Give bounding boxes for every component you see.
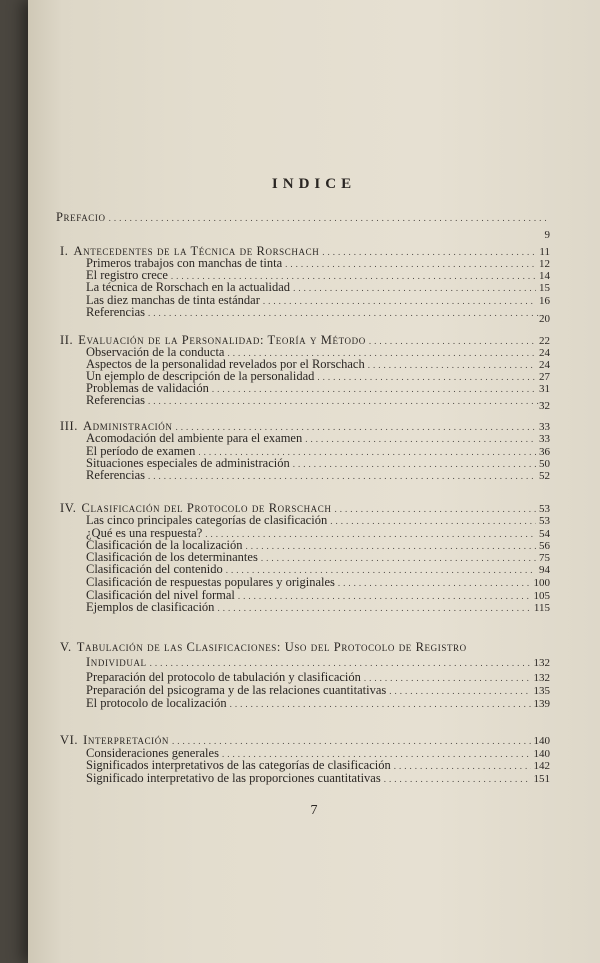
- page-ref: 52: [539, 470, 550, 482]
- page-ref: 94: [539, 564, 550, 576]
- toc-entry-label: Observación de la conducta: [86, 345, 225, 359]
- page-ref: 135: [533, 685, 550, 697]
- toc-entry-label: Consideraciones generales: [86, 746, 219, 760]
- toc-entry-label: La técnica de Rorschach en la actualidad: [86, 280, 291, 294]
- chapter-title: [60, 641, 467, 654]
- toc-entry-label: Clasificación de la localización: [86, 538, 243, 552]
- page-ref: 132: [533, 657, 550, 669]
- dot-leader: [217, 602, 530, 615]
- page-ref: 33: [539, 433, 550, 445]
- chapter-heading-text: Clasificación del Protocolo de Rorschach: [81, 501, 332, 515]
- toc-entry-label: Acomodación del ambiente para el examen: [86, 431, 303, 445]
- page-ref: 11: [539, 246, 550, 258]
- toc-entry-label: Primeros trabajos con manchas de tinta: [86, 256, 283, 270]
- page-ref: 22: [539, 335, 550, 347]
- page-ref: 31: [539, 383, 550, 395]
- toc-entry-label: Problemas de validación: [86, 381, 209, 395]
- toc-entry-label: Ejemplos de clasificación: [86, 600, 215, 614]
- page-ref: 151: [533, 773, 550, 785]
- page-ref: 132: [533, 672, 550, 684]
- page-ref: 142: [533, 760, 550, 772]
- toc-entry-label: Las cinco principales categorías de clasificación: [86, 513, 328, 527]
- toc-entry-label: Clasificación del contenido: [86, 562, 223, 576]
- page-title: INDICE: [271, 176, 357, 192]
- toc-entry-label: Clasificación de los determinantes: [86, 550, 258, 564]
- toc-entry-label: Significados interpretativos de las categorías de clasificación: [86, 758, 391, 772]
- chapter-heading: [56, 211, 550, 225]
- toc-entry-label: Preparación del protocolo de tabulación y clasificación: [86, 670, 361, 684]
- page-ref: 16: [539, 295, 550, 307]
- chapter-heading-text: Interpretación: [83, 733, 169, 747]
- page-ref: 140: [533, 735, 550, 747]
- dot-leader: [148, 307, 547, 320]
- dot-leader: [384, 773, 531, 786]
- prefacio-label: Prefacio: [56, 210, 106, 224]
- toc-entry: [86, 601, 550, 615]
- page-ref: 36: [539, 446, 550, 458]
- page-ref: 53: [539, 503, 550, 515]
- page-ref: 24: [539, 347, 550, 359]
- page-ref: 27: [539, 371, 550, 383]
- chapter-heading-text: Evaluación de la Personalidad: Teoría y Método: [78, 333, 366, 347]
- dot-leader: [148, 470, 536, 483]
- page-ref: 53: [539, 515, 550, 527]
- chapter-heading: [60, 641, 550, 655]
- toc-entry-label: Un ejemplo de descripción de la personalidad: [86, 369, 315, 383]
- dot-leader: [109, 212, 547, 225]
- dot-leader: [148, 395, 547, 408]
- toc-entry: [86, 469, 550, 483]
- toc-entry-label: Clasificación de respuestas populares y originales: [86, 575, 335, 589]
- page-ref: 50: [539, 458, 550, 470]
- toc-entry: [86, 697, 550, 711]
- page-ref: 100: [533, 577, 550, 589]
- toc-entry-label: Referencias: [86, 468, 145, 482]
- toc-entry-label: Aspectos de la personalidad revelados por el Rorschach: [86, 357, 365, 371]
- toc-entry-label: Significado interpretativo de las proporciones cuantitativas: [86, 771, 381, 785]
- chapter-numeral: VI.: [60, 733, 79, 747]
- chapter-heading-text: Tabulación de las Clasificaciones: Uso del Protocolo de Registro: [76, 640, 467, 654]
- page-ref: 140: [533, 748, 550, 760]
- toc-entry-label: Clasificación del nivel formal: [86, 588, 235, 602]
- chapter-numeral: I.: [60, 244, 69, 258]
- chapter-heading-cont: Individual: [86, 655, 147, 669]
- toc-entry-label: ¿Qué es una respuesta?: [86, 526, 203, 540]
- toc-entry: [86, 772, 550, 786]
- page-ref: 32: [539, 400, 550, 412]
- chapter-numeral: IV.: [60, 501, 77, 515]
- page-ref: 24: [539, 359, 550, 371]
- toc-entry-label: Referencias: [86, 305, 145, 319]
- chapter-heading-text: Antecedentes de la Técnica de Rorschach: [73, 244, 320, 258]
- toc-entry: [86, 394, 550, 408]
- chapter-numeral: II.: [60, 333, 74, 347]
- page-ref: 33: [539, 421, 550, 433]
- toc-entry-label: El protocolo de localización: [86, 696, 227, 710]
- book-page: [28, 0, 600, 963]
- chapter-heading: [86, 656, 550, 670]
- page-ref: 12: [539, 258, 550, 270]
- page-number: 7: [310, 803, 318, 818]
- page-ref: 20: [539, 313, 550, 325]
- page-ref: 115: [533, 602, 550, 614]
- chapter-numeral: V.: [60, 640, 72, 654]
- page-ref: 9: [544, 229, 550, 241]
- page-ref: 139: [533, 698, 550, 710]
- page-ref: 75: [539, 552, 550, 564]
- toc-entry-label: Situaciones especiales de administración: [86, 456, 290, 470]
- dot-leader: [150, 657, 531, 670]
- page-ref: 14: [539, 270, 550, 282]
- page-ref: 105: [533, 590, 550, 602]
- toc-entry-label: Las diez manchas de tinta estándar: [86, 293, 260, 307]
- toc-entry: [86, 306, 550, 320]
- dot-leader: [230, 698, 531, 711]
- chapter-heading-text: Administración: [83, 419, 173, 433]
- toc-entry-label: Referencias: [86, 393, 145, 407]
- toc-entry-label: El registro crece: [86, 268, 168, 282]
- chapter-numeral: III.: [60, 419, 79, 433]
- page-ref: 56: [539, 540, 550, 552]
- page-ref: 54: [539, 528, 550, 540]
- toc-entry-label: El período de examen: [86, 444, 196, 458]
- page-ref: 15: [539, 282, 550, 294]
- toc-entry-label: Preparación del psicograma y de las relaciones cuantitativas: [86, 683, 387, 697]
